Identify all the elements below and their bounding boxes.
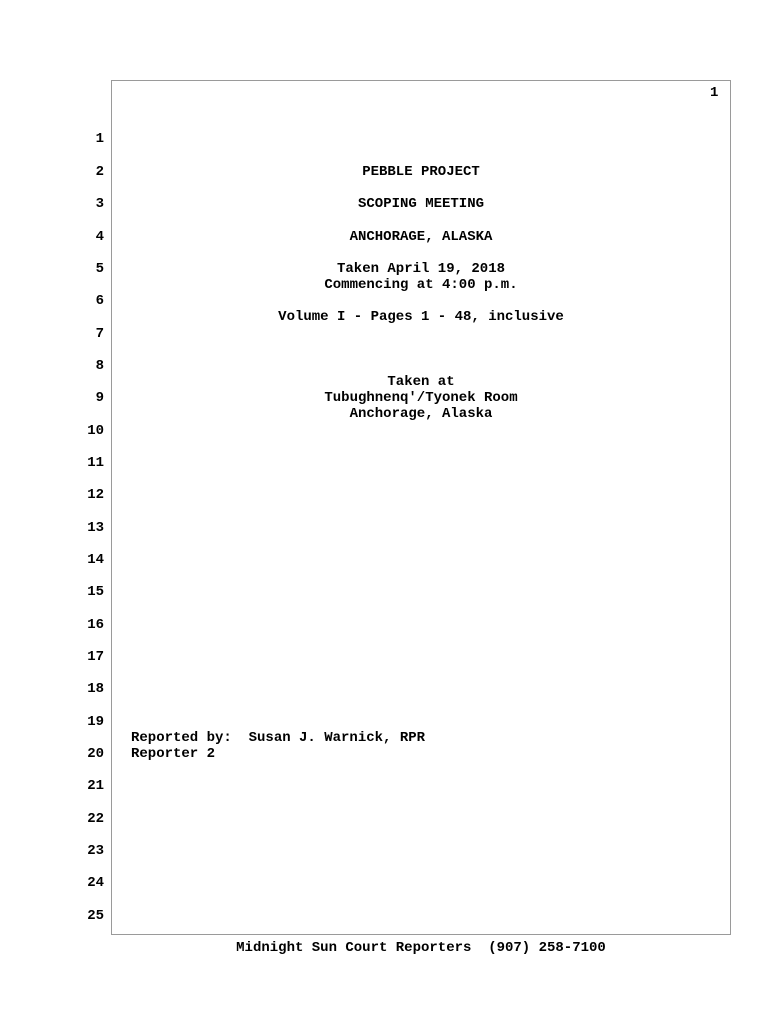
line-number: 15 — [87, 584, 104, 600]
page-footer: Midnight Sun Court Reporters (907) 258-7100 — [236, 940, 606, 956]
line-number: 3 — [95, 196, 104, 212]
line-number: 20 — [87, 746, 104, 762]
line-number: 22 — [87, 811, 104, 827]
commencing-time: Commencing at 4:00 p.m. — [324, 277, 518, 293]
venue-city: Anchorage, Alaska — [349, 406, 493, 422]
line-number: 2 — [95, 164, 104, 180]
line-number: 19 — [87, 714, 104, 730]
line-number: 4 — [95, 229, 104, 245]
volume-pages: Volume I - Pages 1 - 48, inclusive — [278, 309, 564, 325]
line-number: 12 — [87, 487, 104, 503]
line-number: 24 — [87, 875, 104, 891]
line-number: 6 — [95, 293, 104, 309]
line-number: 10 — [87, 423, 104, 439]
line-number: 7 — [95, 326, 104, 342]
line-number: 5 — [95, 261, 104, 277]
line-number: 23 — [87, 843, 104, 859]
line-number: 1 — [95, 131, 104, 147]
taken-date: Taken April 19, 2018 — [336, 261, 506, 277]
project-title: PEBBLE PROJECT — [362, 164, 480, 180]
page-number: 1 — [710, 85, 719, 101]
line-number: 9 — [95, 390, 104, 406]
line-number: 11 — [87, 455, 104, 471]
taken-at-label: Taken at — [387, 374, 455, 390]
meeting-title: SCOPING MEETING — [357, 196, 485, 212]
line-number: 25 — [87, 908, 104, 924]
line-number: 21 — [87, 778, 104, 794]
line-number: 14 — [87, 552, 104, 568]
meeting-location: ANCHORAGE, ALASKA — [349, 229, 493, 245]
line-number: 17 — [87, 649, 104, 665]
line-number: 8 — [95, 358, 104, 374]
reported-by: Reported by: Susan J. Warnick, RPR — [131, 730, 426, 746]
line-number: 16 — [87, 617, 104, 633]
line-number: 13 — [87, 520, 104, 536]
venue-room: Tubughnenq'/Tyonek Room — [324, 390, 518, 406]
reporter-label: Reporter 2 — [131, 746, 216, 762]
line-number: 18 — [87, 681, 104, 697]
